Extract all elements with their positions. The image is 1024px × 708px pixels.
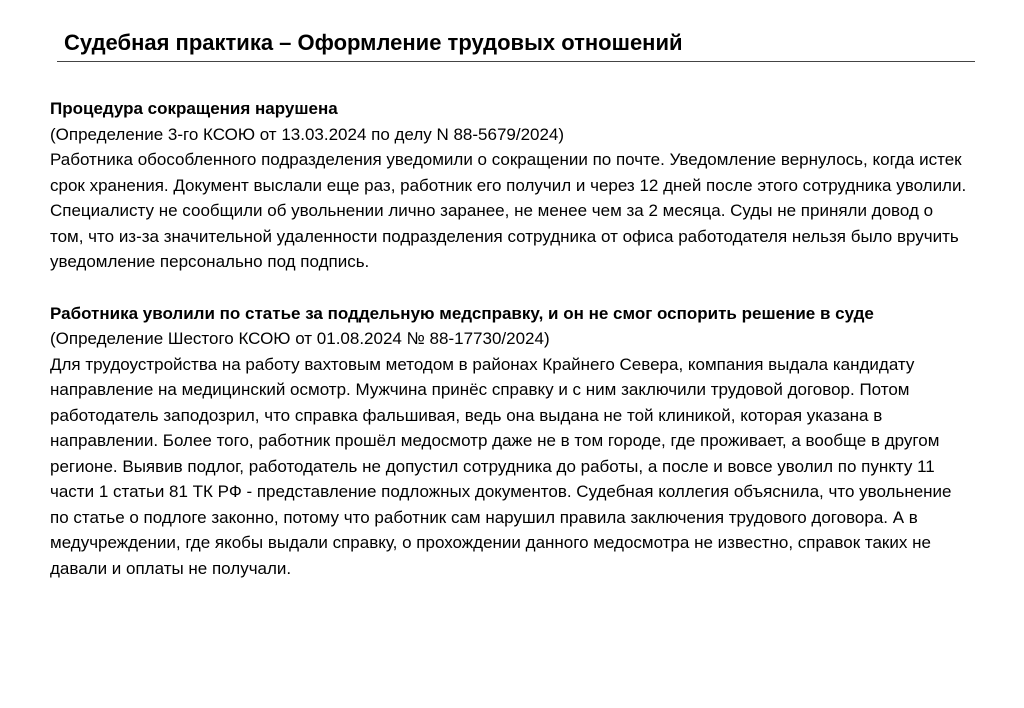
case-heading: Процедура сокращения нарушена [50,99,338,118]
case-heading: Работника уволили по статье за поддельную медсправку, и он не смог оспорить решение в суде [50,303,874,323]
case-description: Для трудоустройства на работу вахтовым методом в районах Крайнего Севера, компания выдала кандидату направление на медицинский осмотр. Мужчина принёс справку и с ним заключили трудовой договор. Потом работодатель заподозрил, что справка фальшивая, ведь она выдана не той клиникой, которая указана в направлении. Более того, работник прошёл медосмотр даже не в том городе, где проживает, а вообще в другом регионе. Выявив подлог, работодатель не допустил сотрудника до работы, а после и вовсе уволил по пункту 11 части 1 статьи 81 ТК РФ - представление подложных документов. Судебная коллегия объяснила, что увольнение по статье о подлоге законно, потому что работник сам нарушил правила заключения трудового договора. А в медучреждении, где якобы выдали справку, о прохождении данного медосмотра не известно, справок таких не давали и оплаты не получали. [50,354,952,578]
case-item [50,301,970,582]
case-item [50,96,970,275]
slide-content [50,96,970,581]
case-description: Работника обособленного подразделения уведомили о сокращении по почте. Уведомление вернулось, когда истек срок хранения. Документ выслали еще раз, работник его получил и через 12 дней после этого сотрудника уволили. Специалисту не сообщили об увольнении лично заранее, не менее чем за 2 месяца. Суды не приняли довод о том, что из-за значительной удаленности подразделения сотрудника от офиса работодателя нельзя было вручить уведомление персонально под подпись. [50,150,967,271]
case-reference: (Определение Шестого КСОЮ от 01.08.2024 № 88-17730/2024) [50,329,550,348]
title-divider [57,61,975,62]
case-reference: (Определение 3-го КСОЮ от 13.03.2024 по делу N 88-5679/2024) [50,124,565,144]
slide-title: Судебная практика – Оформление трудовых отношений [64,30,683,55]
